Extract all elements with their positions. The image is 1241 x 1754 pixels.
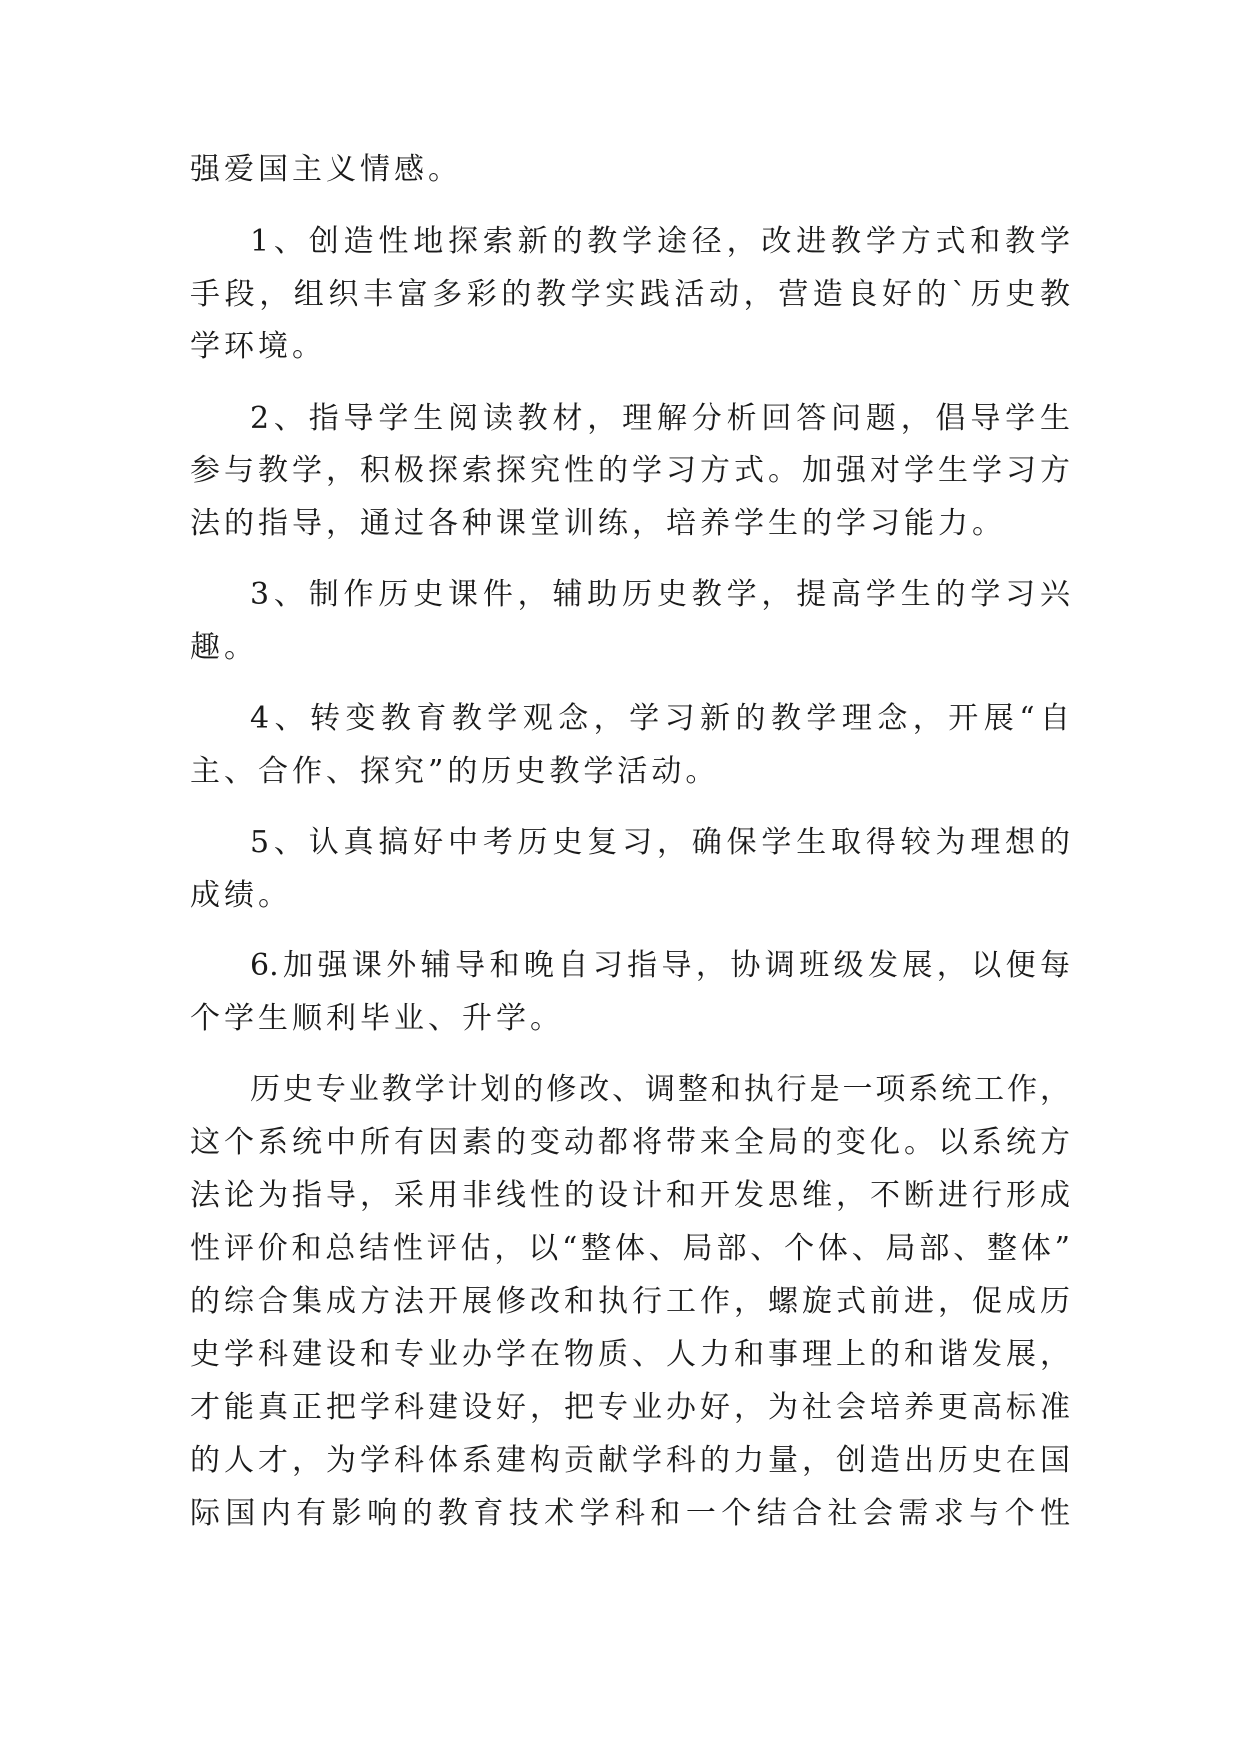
text-line: 学环境。	[190, 329, 326, 364]
text-line: 4、转变教育教学观念，学习新的教学理念，开展“自	[250, 701, 1070, 736]
text-line: 手段，组织丰富多彩的教学实践活动，营造良好的`历史教	[190, 277, 1070, 312]
text-line: 这个系统中所有因素的变动都将带来全局的变化。以系统方	[190, 1125, 1070, 1160]
text-line: 法的指导，通过各种课堂训练，培养学生的学习能力。	[190, 506, 1006, 541]
text-line: 5、认真搞好中考历史复习，确保学生取得较为理想的	[250, 825, 1070, 860]
text-line: 史学科建设和专业办学在物质、人力和事理上的和谐发展，	[190, 1337, 1070, 1372]
text-line: 个学生顺利毕业、升学。	[190, 1001, 564, 1036]
text-line: 成绩。	[190, 878, 292, 913]
text-line: 1、创造性地探索新的教学途径，改进教学方式和教学	[250, 224, 1070, 259]
text-line: 法论为指导，采用非线性的设计和开发思维，不断进行形成	[190, 1178, 1070, 1213]
text-line: 际国内有影响的教育技术学科和一个结合社会需求与个性	[190, 1496, 1070, 1531]
text-line: 的综合集成方法开展修改和执行工作，螺旋式前进，促成历	[190, 1284, 1070, 1319]
text-line: 历史专业教学计划的修改、调整和执行是一项系统工作，	[250, 1072, 1070, 1107]
text-line: 3、制作历史课件，辅助历史教学，提高学生的学习兴	[250, 577, 1070, 612]
text-line: 主、合作、探究”的历史教学活动。	[190, 754, 720, 789]
text-line: 的人才，为学科体系建构贡献学科的力量，创造出历史在国	[190, 1443, 1070, 1478]
text-line: 性评价和总结性评估，以“整体、局部、个体、局部、整体”	[190, 1231, 1070, 1266]
text-line: 6.加强课外辅导和晚自习指导，协调班级发展，以便每	[250, 948, 1070, 983]
text-line: 2、指导学生阅读教材，理解分析回答问题，倡导学生	[250, 401, 1070, 436]
text-line: 强爱国主义情感。	[190, 152, 462, 187]
text-line: 才能真正把学科建设好，把专业办好，为社会培养更高标准	[190, 1390, 1070, 1425]
text-line: 参与教学，积极探索探究性的学习方式。加强对学生学习方	[190, 453, 1070, 488]
text-line: 趣。	[190, 630, 258, 665]
